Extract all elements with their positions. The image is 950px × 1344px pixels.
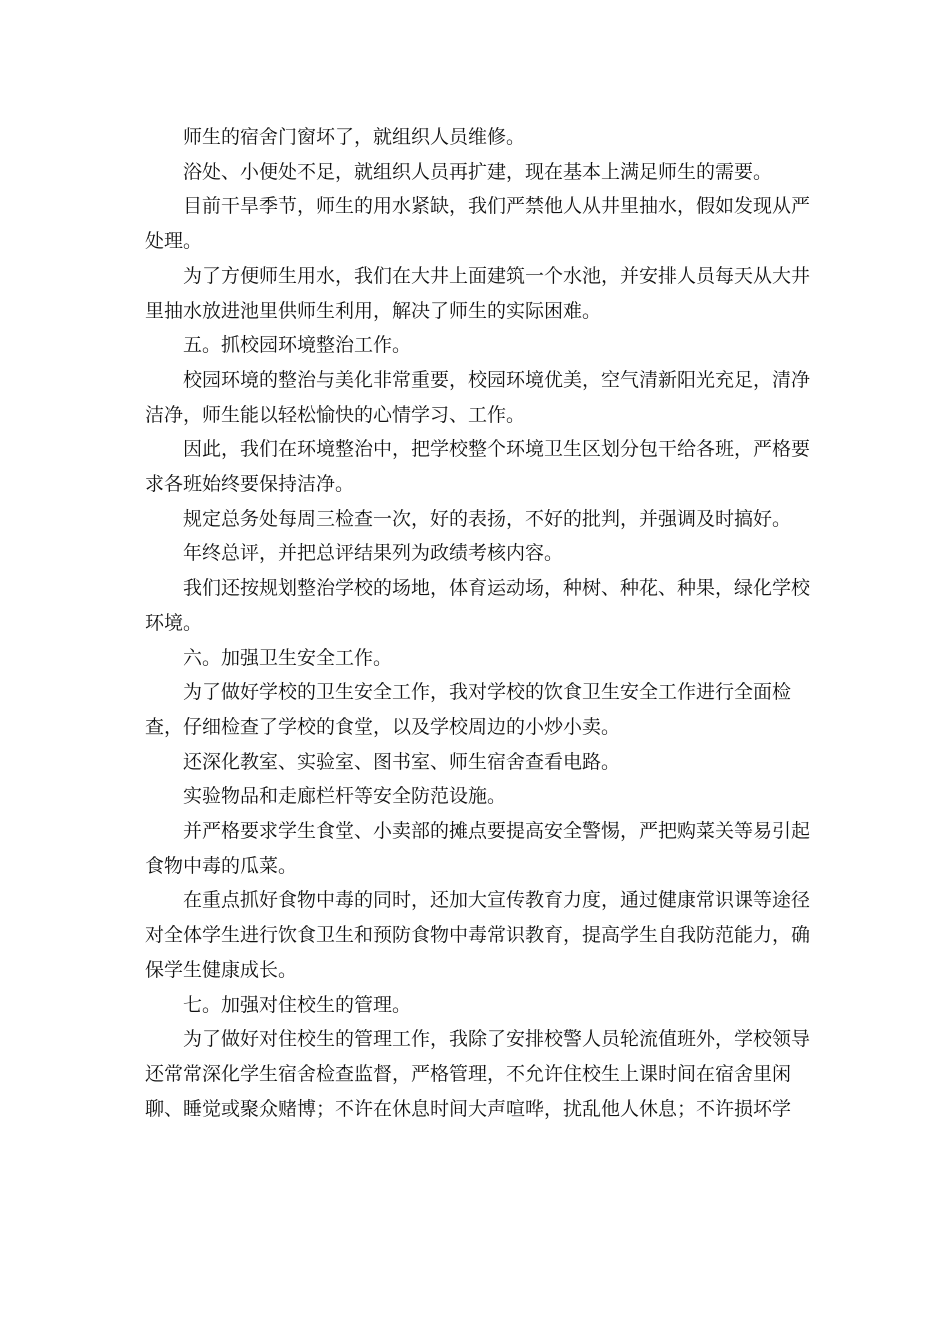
document-body [145, 120, 810, 1126]
paragraph: 浴处、小便处不足，就组织人员再扩建，现在基本上满足师生的需要。 [183, 160, 773, 183]
paragraph: 实验物品和走廊栏杆等安全防范设施。 [183, 785, 507, 808]
paragraph: 我们还按规划整治学校的场地，体育运动场，种树、种花、种果，绿化学校环境。 [145, 577, 811, 634]
paragraph: 校园环境的整治与美化非常重要，校园环境优美，空气清新阳光充足，清净洁净，师生能以轻松愉快的心情学习、工作。 [145, 368, 811, 426]
paragraph: 为了做好学校的卫生安全工作，我对学校的饮食卫生安全工作进行全面检查，仔细检查了学校的食堂，以及学校周边的小炒小卖。 [145, 681, 792, 738]
paragraph: 为了方便师生用水，我们在大井上面建筑一个水池，并安排人员每天从大井里抽水放进池里供师生利用，解决了师生的实际困难。 [145, 264, 811, 322]
paragraph: 师生的宿舍门窗坏了，就组织人员维修。 [183, 126, 526, 148]
paragraph: 为了做好对住校生的管理工作，我除了安排校警人员轮流值班外，学校领导还常常深化学生宿舍检查监督，严格管理，不允许住校生上课时间在宿舍里闲聊、睡觉或聚众赌博；不许在休息时间大声喧哗，扰乱他人休息；不许损坏学 [145, 1028, 811, 1120]
paragraph: 目前干旱季节，师生的用水紧缺，我们严禁他人从井里抽水，假如发现从严处理。 [145, 195, 811, 253]
section-heading-5: 五。抓校园环境整治工作。 [183, 334, 412, 357]
paragraph: 规定总务处每周三检查一次，好的表扬，不好的批判，并强调及时搞好。 [183, 507, 792, 530]
paragraph: 在重点抓好食物中毒的同时，还加大宣传教育力度，通过健康常识课等途径对全体学生进行饮食卫生和预防食物中毒常识教育，提高学生自我防范能力，确保学生健康成长。 [145, 889, 811, 981]
paragraph: 年终总评，并把总评结果列为政绩考核内容。 [183, 542, 564, 565]
paragraph: 还深化教室、实验室、图书室、师生宿舍查看电路。 [183, 750, 621, 773]
paragraph: 因此，我们在环境整治中，把学校整个环境卫生区划分包干给各班，严格要求各班始终要保持洁净。 [145, 438, 811, 496]
section-heading-6: 六。加强卫生安全工作。 [183, 646, 393, 669]
paragraph: 并严格要求学生食堂、小卖部的摊点要提高安全警惕，严把购菜关等易引起食物中毒的瓜菜。 [145, 820, 811, 877]
section-heading-7: 七。加强对住校生的管理。 [183, 993, 412, 1016]
